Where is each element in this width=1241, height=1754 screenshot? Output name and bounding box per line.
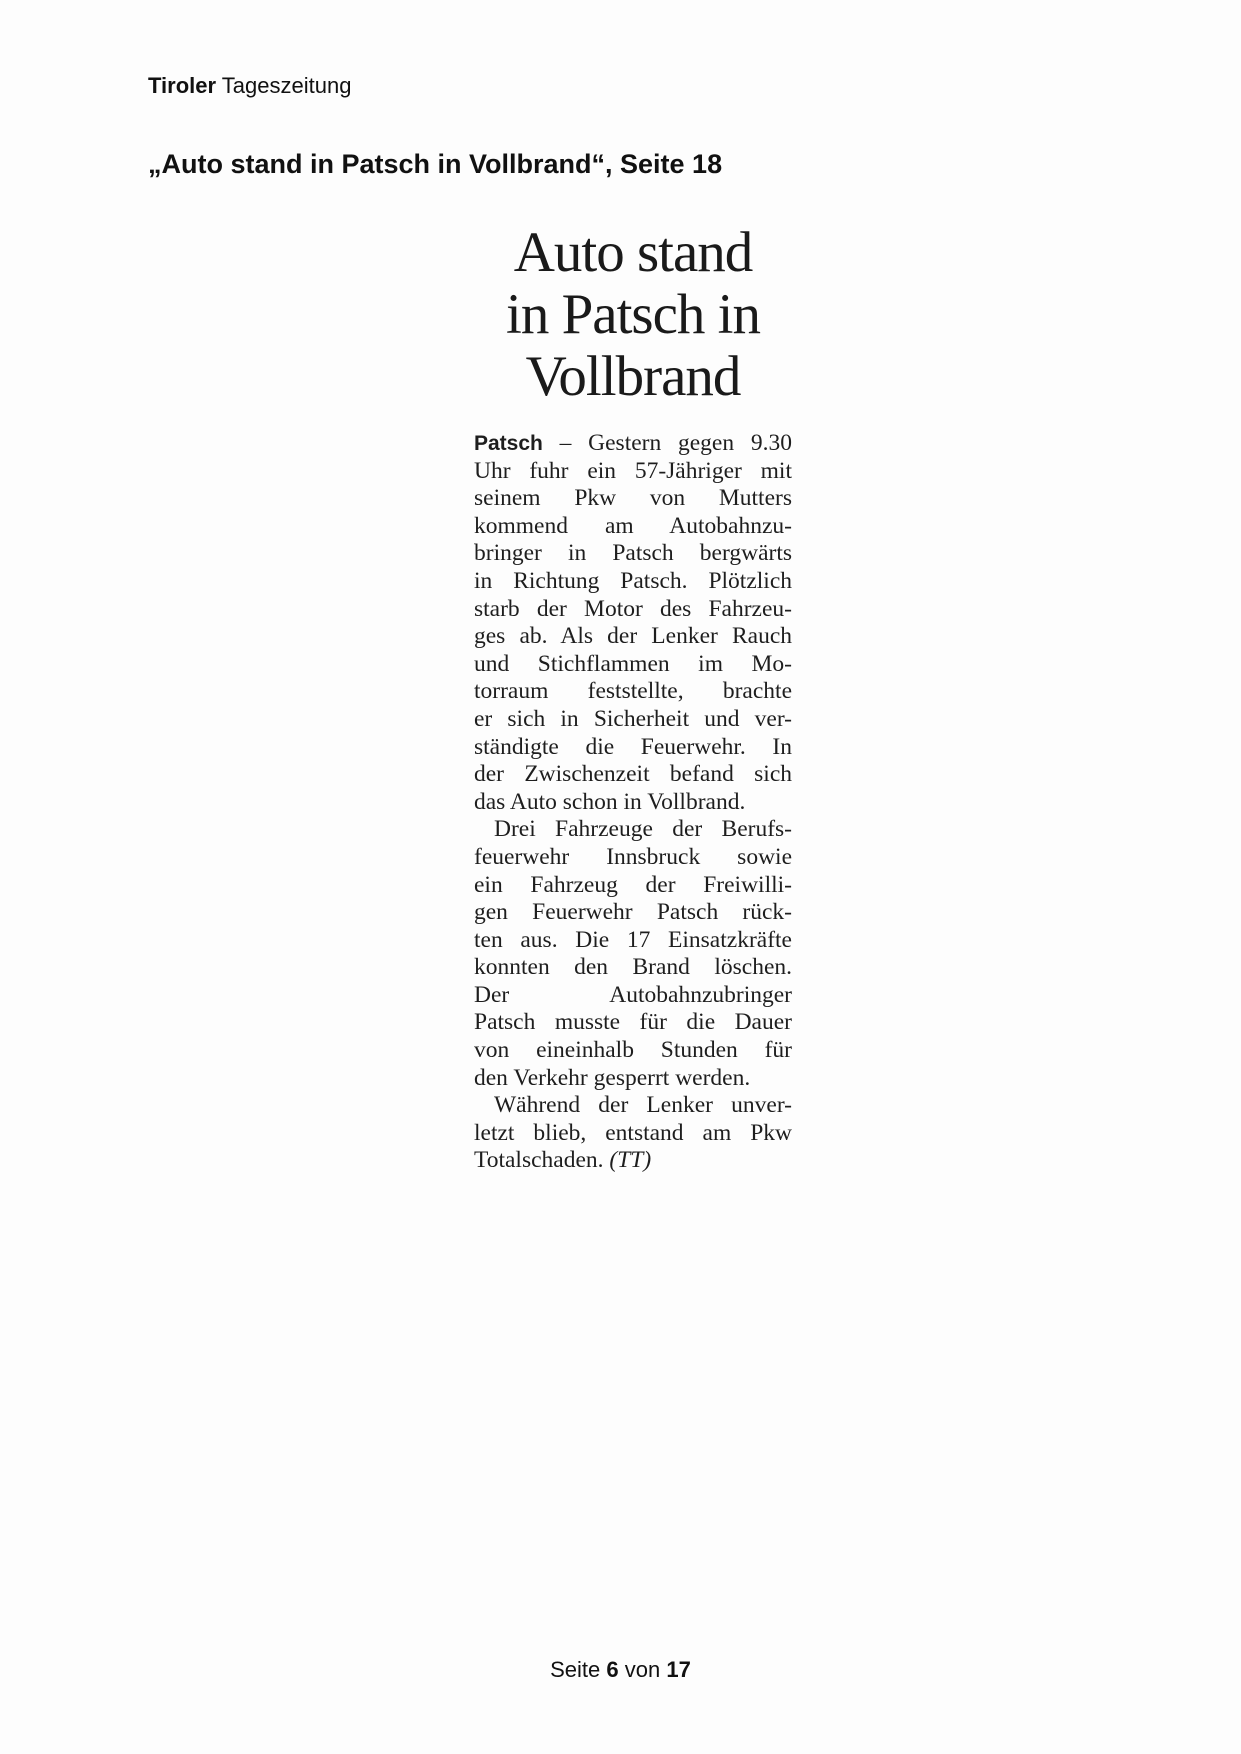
article-line: in Richtung Patsch. Plötzlich: [474, 567, 792, 594]
article-credit: (TT): [609, 1147, 652, 1174]
article-dateline: Patsch: [474, 432, 543, 455]
publication-name-bold: Tiroler: [148, 73, 217, 98]
article-line: er sich in Sicherheit und ver-: [474, 705, 792, 732]
document-title: „Auto stand in Patsch in Vollbrand“, Seite 18: [148, 149, 723, 179]
article-line: torraum feststellte, brachte: [474, 678, 792, 705]
article-line: Während der Lenker unver-: [494, 1092, 792, 1119]
article-line: von eineinhalb Stunden für: [474, 1037, 792, 1064]
footer-prefix: Seite: [550, 1657, 601, 1682]
article-line: gen Feuerwehr Patsch rück-: [474, 899, 792, 926]
article-line: bringer in Patsch bergwärts: [474, 540, 792, 567]
article-line: kommend am Autobahnzu-: [474, 512, 792, 539]
article-headline: [474, 222, 792, 408]
headline-line: in Patsch in: [506, 283, 760, 346]
article-line: feuerwehr Innsbruck sowie: [474, 843, 792, 870]
newspaper-clipping: [474, 222, 792, 1175]
page-number-footer: [0, 1656, 1241, 1684]
article-line: ten aus. Die 17 Einsatzkräfte: [474, 926, 792, 953]
publication-header: [148, 72, 351, 100]
article-line: seinem Pkw von Mutters: [474, 485, 792, 512]
dateline-dash: –: [542, 430, 589, 456]
article-line: letzt blieb, entstand am Pkw: [474, 1119, 792, 1146]
headline-line: Auto stand: [513, 221, 753, 284]
article-line-text: Totalschaden.: [474, 1147, 604, 1174]
total-page-count: 17: [666, 1657, 691, 1682]
article-line: [474, 430, 792, 458]
publication-name-rest: Tageszeitung: [221, 73, 352, 98]
footer-middle: von: [624, 1657, 661, 1682]
article-line: konnten den Brand löschen.: [474, 954, 792, 981]
article-line: ständigte die Feuerwehr. In: [474, 733, 792, 760]
headline-line: Vollbrand: [525, 345, 741, 408]
article-line: und Stichflammen im Mo-: [474, 650, 792, 677]
article-line: Uhr fuhr ein 57-Jähriger mit: [474, 457, 792, 484]
article-line-text: Gestern gegen 9.30: [588, 430, 792, 456]
article-line: Der Autobahnzubringer: [474, 981, 792, 1008]
article-line: ein Fahrzeug der Freiwilli-: [474, 871, 792, 898]
article-line: Drei Fahrzeuge der Berufs-: [494, 816, 792, 843]
article-line: den Verkehr gesperrt werden.: [474, 1064, 751, 1091]
article-line: starb der Motor des Fahrzeu-: [474, 595, 792, 622]
article-body: [474, 430, 792, 1175]
current-page-number: 6: [606, 1657, 619, 1682]
article-line: Patsch musste für die Dauer: [474, 1009, 792, 1036]
article-line: der Zwischenzeit befand sich: [474, 761, 792, 788]
article-line: ges ab. Als der Lenker Rauch: [474, 623, 792, 650]
article-line: das Auto schon in Vollbrand.: [474, 788, 746, 815]
article-line: [474, 1147, 792, 1175]
